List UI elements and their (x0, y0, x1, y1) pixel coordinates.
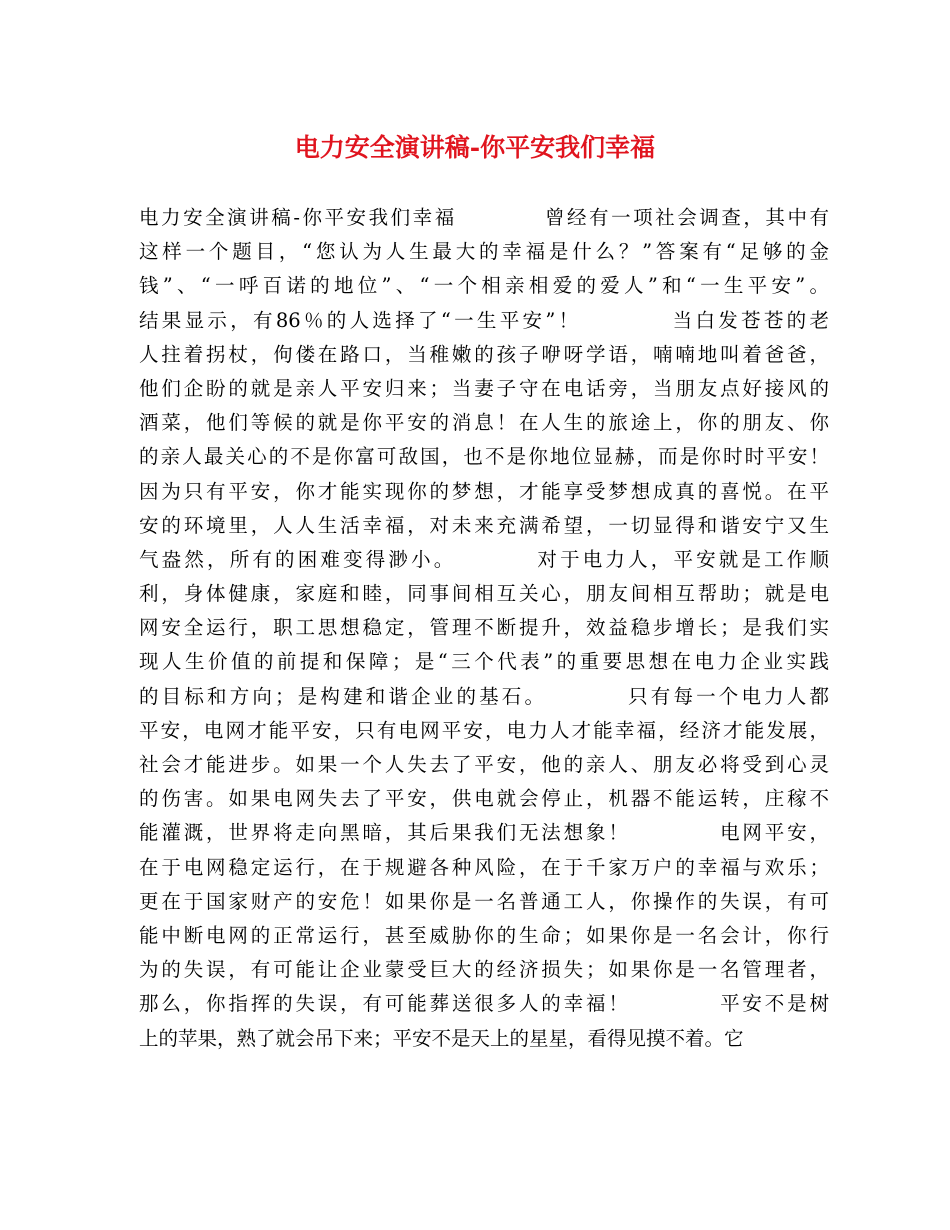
body-line: 结果显示，有86％的人选择了“一生平安”！ 当白发苍苍的老 (139, 308, 829, 332)
body-line: 能灌溉，世界将走向黑暗，其后果我们无法想象！ 电网平安， (139, 821, 829, 845)
body-line: 平安，电网才能平安，只有电网平安，电力人才能幸福，经济才能发展， (139, 718, 829, 742)
document-title: 电力安全演讲稿-你平安我们幸福 (294, 133, 656, 162)
body-line: 现人生价值的前提和保障；是“三个代表”的重要思想在电力企业实践 (139, 650, 829, 674)
body-line: 上的苹果，熟了就会吊下来；平安不是天上的星星，看得见摸不着。它 (139, 1026, 744, 1050)
body-line: 为的失误，有可能让企业蒙受巨大的经济损失；如果你是一名管理者， (139, 958, 829, 982)
body-line: 能中断电网的正常运行，甚至威胁你的生命；如果你是一名会计，你行 (139, 923, 829, 947)
body-line: 电力安全演讲稿-你平安我们幸福 曾经有一项社会调查，其中有 (139, 206, 829, 229)
body-line: 那么，你指挥的失误，有可能葬送很多人的幸福！ 平安不是树 (139, 992, 829, 1016)
body-line: 的目标和方向；是构建和谐企业的基石。 只有每一个电力人都 (139, 684, 829, 708)
body-line: 安的环境里，人人生活幸福，对未来充满希望，一切显得和谐安宁又生 (139, 513, 829, 537)
body-line: 的伤害。如果电网失去了平安，供电就会停止，机器不能运转，庄稼不 (139, 787, 829, 811)
body-line: 利，身体健康，家庭和睦，同事间相互关心，朋友间相互帮助；就是电 (139, 582, 829, 606)
body-line: 这样一个题目，“您认为人生最大的幸福是什么？”答案有“足够的金 (139, 240, 829, 264)
body-line: 酒菜，他们等候的就是你平安的消息！在人生的旅途上，你的朋友、你 (139, 411, 829, 435)
body-line: 更在于国家财产的安危！如果你是一名普通工人，你操作的失误，有可 (139, 889, 829, 913)
body-line: 他们企盼的就是亲人平安归来；当妻子守在电话旁，当朋友点好接风的 (139, 376, 829, 400)
body-line: 在于电网稳定运行，在于规避各种风险，在于千家万户的幸福与欢乐； (139, 855, 829, 879)
body-line: 因为只有平安，你才能实现你的梦想，才能享受梦想成真的喜悦。在平 (139, 479, 829, 503)
body-line: 社会才能进步。如果一个人失去了平安，他的亲人、朋友必将受到心灵 (139, 753, 829, 776)
document-body (139, 201, 829, 1056)
body-line: 钱”、“一呼百诺的地位”、“一个相亲相爱的爱人”和“一生平安”。 (139, 274, 829, 298)
body-line: 网安全运行，职工思想稳定，管理不断提升，效益稳步增长；是我们实 (139, 616, 829, 640)
body-line: 人拄着拐杖，佝偻在路口，当稚嫩的孩子咿呀学语，喃喃地叫着爸爸， (139, 342, 829, 366)
body-line: 气盎然，所有的困难变得渺小。 对于电力人，平安就是工作顺 (139, 547, 829, 571)
body-line: 的亲人最关心的不是你富可敌国，也不是你地位显赫，而是你时时平安！ (139, 445, 829, 469)
